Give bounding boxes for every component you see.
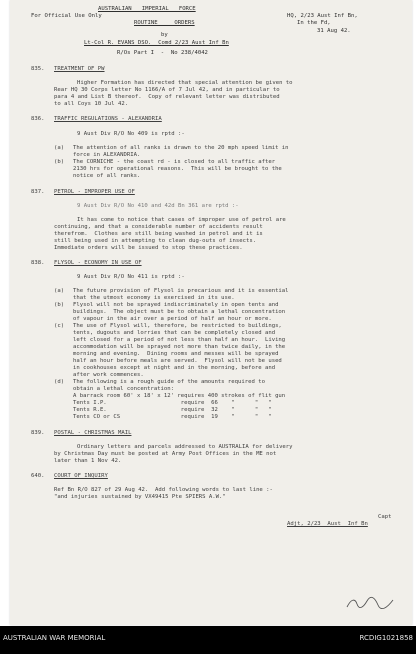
official-use-label: For Official Use Only <box>31 13 102 19</box>
section-835-line: Higher Formation has directed that special attention be given to <box>77 80 293 86</box>
section-838-line: of vapour in the air over a period of half an hour or more. <box>73 316 272 322</box>
section-838-line: obtain a lethal concentration: <box>73 386 175 392</box>
section-839-number: 839. <box>31 430 45 436</box>
field-label: In the Fd, <box>297 20 331 26</box>
section-836-reference: 9 Aust Div R/O No 409 is rptd :- <box>77 131 185 137</box>
section-836-line: The attention of all ranks is drawn to the 20 mph speed limit in <box>73 145 289 151</box>
signature-rank: Capt <box>378 514 392 520</box>
section-838-line: tents, dugouts and lorries that can be completely closed and <box>73 330 276 336</box>
section-838-line: half an hour before meals are served. Flysol will not be used <box>73 358 282 364</box>
section-838-line: The following is a rough guide of the amounts required to <box>73 379 265 385</box>
commander-line: Lt-Col R. EVANS DSO. Comd 2/23 Aust Inf Bn <box>84 40 229 46</box>
section-839-line: later than 1 Nov 42. <box>54 458 122 464</box>
section-840-line: Ref Bn R/O 827 of 29 Aug 42. Add following words to last line :- <box>54 487 273 493</box>
section-837-line: continuing, and that a considerable number of accidents result <box>54 224 263 230</box>
section-837-title: PETROL - IMPROPER USE OF <box>54 189 135 195</box>
section-835-line: to all Coys 10 Jul 42. <box>54 101 129 107</box>
archive-footer-bar <box>0 626 416 654</box>
section-837-line: therefrom. Clothes are still being washed in petrol and it is <box>54 231 263 237</box>
section-836-number: 836. <box>31 116 45 122</box>
section-836-line: notice of all ranks. <box>73 173 141 179</box>
list-marker: (c) <box>54 323 65 329</box>
document-page <box>10 0 412 625</box>
section-835-title: TREATMENT OF PW <box>54 66 105 72</box>
section-838-line: left closed for a period of not less than half an hour. Living <box>73 337 286 343</box>
by-label: by <box>161 32 168 38</box>
ro-reference: R/Os Part I - No 238/4042 <box>117 50 208 56</box>
signature-appointment: Adjt, 2/23 Aust Inf Bn <box>287 521 368 527</box>
section-838-line: after work commences. <box>73 372 144 378</box>
section-838-line: The future provision of Flysol is precarious and it is essential <box>73 288 289 294</box>
section-838-line: that the utmost economy is exercised in its use. <box>73 295 235 301</box>
list-marker: (b) <box>54 302 65 308</box>
section-836-title: TRAFFIC REGULATIONS - ALEXANDRIA <box>54 116 162 122</box>
section-838-line: morning and evening. Dining rooms and messes will be sprayed <box>73 351 279 357</box>
unit-heading: HQ, 2/23 Aust Inf Bn, <box>287 13 358 19</box>
section-837-line: It has come to notice that cases of improper use of petrol are <box>77 217 286 223</box>
section-839-line: Ordinary letters and parcels addressed to AUSTRALIA for delivery <box>77 444 293 450</box>
section-838-title: FLYSOL - ECONOMY IN USE OF <box>54 260 142 266</box>
section-840-title: COURT OF INQUIRY <box>54 473 108 479</box>
section-836-line: force in ALEXANDRIA. <box>73 152 141 158</box>
archive-name: AUSTRALIAN WAR MEMORIAL <box>3 634 106 642</box>
section-835-line: para 4 and List B thereof. Copy of relevant letter was distributed <box>54 94 280 100</box>
list-marker: (d) <box>54 379 65 385</box>
section-835-number: 835. <box>31 66 45 72</box>
section-836-line: The CORNICHE - the coast rd - is closed to all traffic after <box>73 159 276 165</box>
section-838-line: buildings. The object must be to obtain a lethal concentration <box>73 309 286 315</box>
section-837-line: still being used in attempting to clean dug-outs of insects. <box>54 238 257 244</box>
list-marker: (b) <box>54 159 65 165</box>
section-840-line: "and injuries sustained by VX49415 Pte SPIERS A.W." <box>54 494 226 500</box>
section-838-line: Tents R.E. require 32 " " " <box>73 407 272 413</box>
list-marker: (a) <box>54 288 65 294</box>
section-838-line: A barrack room 60' x 18' x 12' requires 400 strokes of flit gun <box>73 393 286 399</box>
force-heading: AUSTRALIAN IMPERIAL FORCE <box>98 6 196 12</box>
section-835-line: Rear HQ 30 Corps letter No 1166/A of 7 Jul 42, and in particular to <box>54 87 280 93</box>
section-838-number: 838. <box>31 260 45 266</box>
handwritten-signature <box>345 596 395 610</box>
section-838-line: Tents CO or CS require 19 " " " <box>73 414 272 420</box>
date-label: 31 Aug 42. <box>317 28 351 34</box>
section-838-reference: 9 Aust Div R/O No 411 is rptd :- <box>77 274 185 280</box>
section-839-title: POSTAL - CHRISTMAS MAIL <box>54 430 132 436</box>
section-837-number: 837. <box>31 189 45 195</box>
routine-orders-heading: ROUTINE ORDERS <box>134 20 195 26</box>
archive-reference-id: RCDIG1021858 <box>359 634 413 642</box>
section-838-line: accommodation will be sprayed not more than twice daily, in the <box>73 344 286 350</box>
section-836-line: 2130 hrs for operational reasons. This will be brought to the <box>73 166 282 172</box>
section-840-number: 640. <box>31 473 45 479</box>
list-marker: (a) <box>54 145 65 151</box>
section-837-line: Immediate orders will be issued to stop these practices. <box>54 245 243 251</box>
section-838-line: Tents I.P. require 66 " " " <box>73 400 272 406</box>
section-838-line: Flysol will not be sprayed indiscriminately in open tents and <box>73 302 279 308</box>
section-837-reference: 9 Aust Div R/O No 410 and 42d Bn 361 are rptd :- <box>77 203 239 209</box>
section-838-line: The use of Flysol will, therefore, be restricted to buildings, <box>73 323 282 329</box>
section-838-line: in cookhouses except at night and in the morning, before and <box>73 365 276 371</box>
section-839-line: by Christmas Day must be posted at Army Post Offices in the ME not <box>54 451 277 457</box>
